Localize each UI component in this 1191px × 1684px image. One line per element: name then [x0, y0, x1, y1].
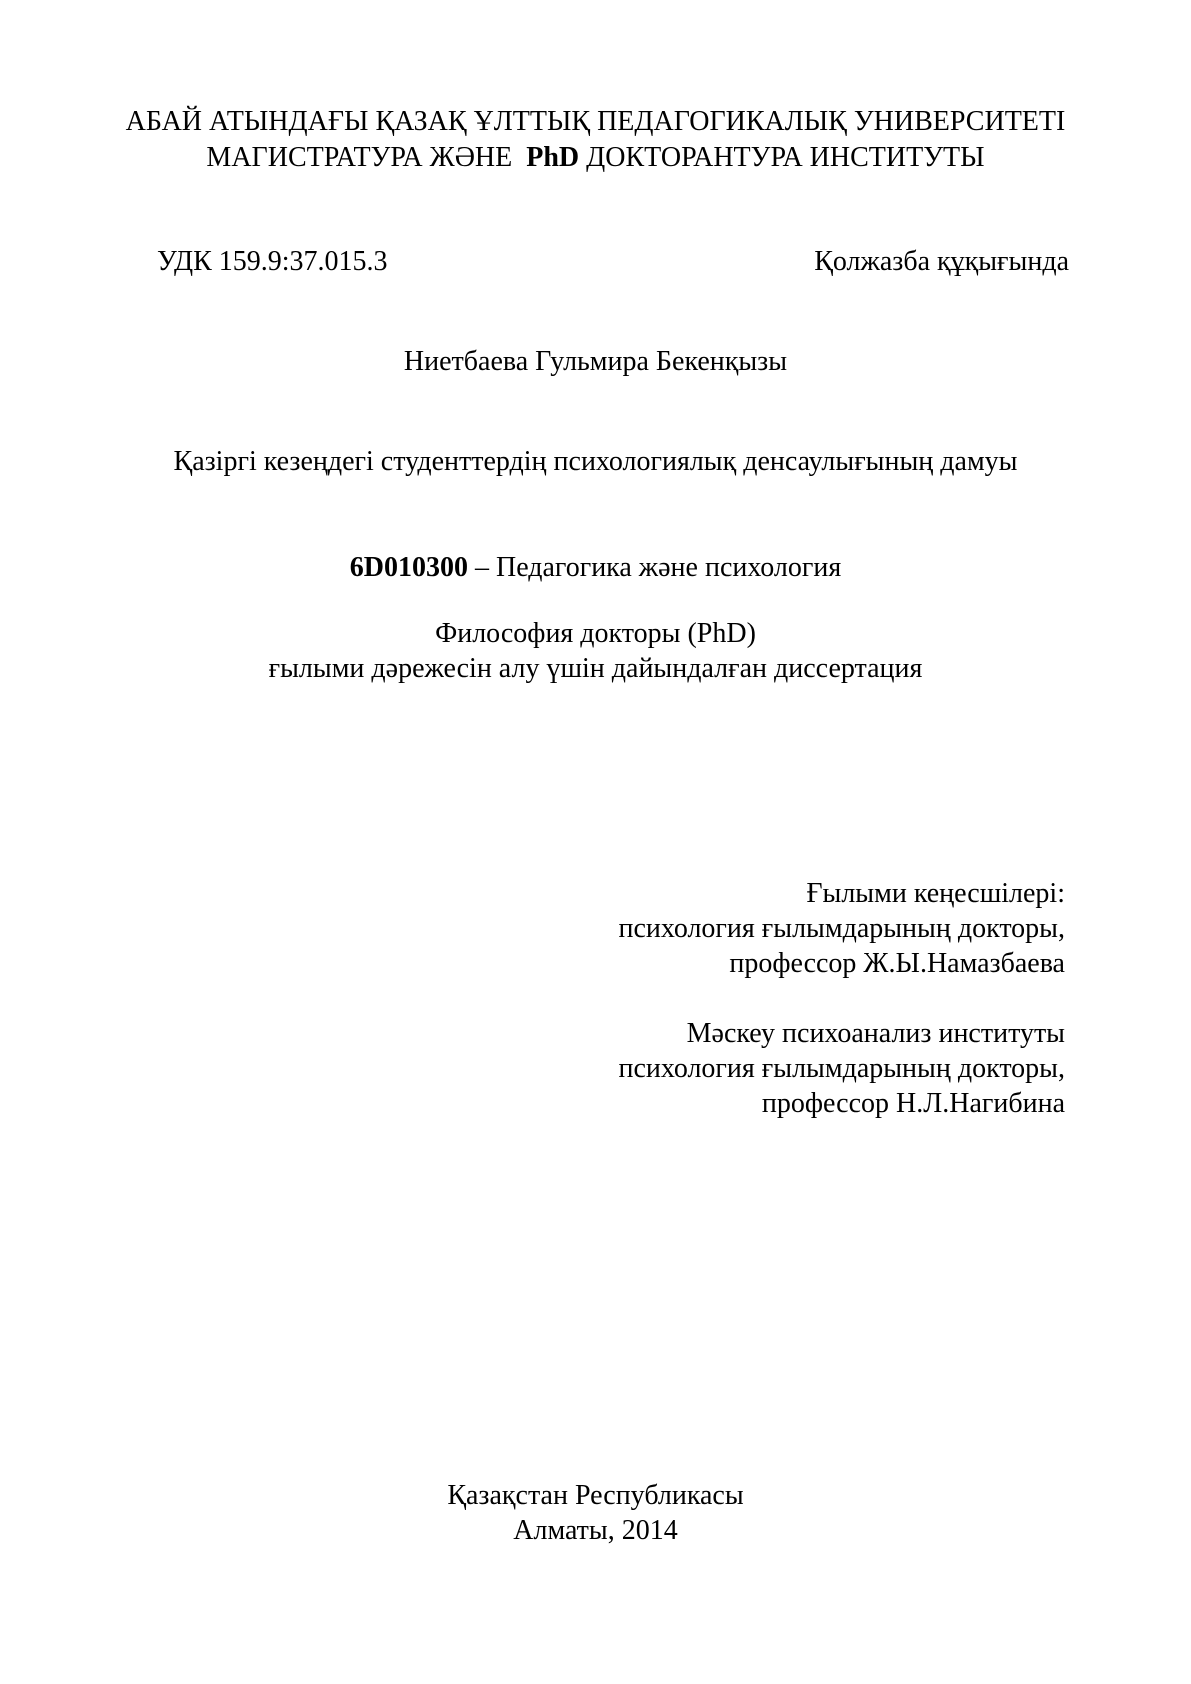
dissertation-title: Қазіргі кезеңдегі студенттердің психологиялық денсаулығының дамуы	[173, 446, 1018, 477]
manuscript-rights-label: Қолжазба құқығында	[814, 246, 1069, 277]
advisor1-name: профессор Ж.Ы.Намазбаева	[729, 948, 1065, 979]
scientific-advisors	[0, 876, 1065, 1121]
advisor2-name: профессор Н.Л.Нагибина	[761, 1088, 1065, 1119]
udc-code: УДК 159.9:37.015.3	[157, 246, 388, 277]
country-line: Қазақстан Республикасы	[447, 1480, 744, 1511]
advisors-spacer	[0, 981, 1065, 1016]
institute-name	[0, 140, 1191, 176]
advisor2-institute: Мәскеу психоанализ институты	[686, 1018, 1065, 1049]
university-header	[0, 104, 1191, 176]
advisors-heading: Ғылыми кеңесшілері:	[806, 878, 1065, 909]
degree-line-2: ғылыми дәрежесін алу үшін дайындалған диссертация	[268, 653, 923, 684]
degree-line-1: Философия докторы (PhD)	[435, 618, 756, 649]
udc-manuscript-row	[157, 244, 1069, 279]
publication-footer	[0, 1478, 1191, 1548]
specialty-line	[0, 550, 1191, 585]
specialty-name: – Педагогика және психология	[467, 552, 842, 583]
institute-name-suffix: ДОКТОРАНТУРА ИНСТИТУТЫ	[579, 142, 985, 173]
advisor1-degree: психология ғылымдарының докторы,	[618, 913, 1065, 944]
city-year-line: Алматы, 2014	[513, 1515, 678, 1546]
degree-statement	[0, 616, 1191, 686]
institute-name-prefix: МАГИСТРАТУРА ЖӘНЕ	[206, 142, 527, 173]
advisor2-degree: психология ғылымдарының докторы,	[618, 1053, 1065, 1084]
phd-bold-label: PhD	[526, 142, 580, 173]
author-name: Ниетбаева Гульмира Бекенқызы	[403, 346, 788, 377]
university-name: АБАЙ АТЫНДАҒЫ ҚАЗАҚ ҰЛТТЫҚ ПЕДАГОГИКАЛЫҚ УНИВЕРСИТЕТІ	[125, 106, 1066, 137]
specialty-code: 6D010300	[349, 552, 468, 583]
